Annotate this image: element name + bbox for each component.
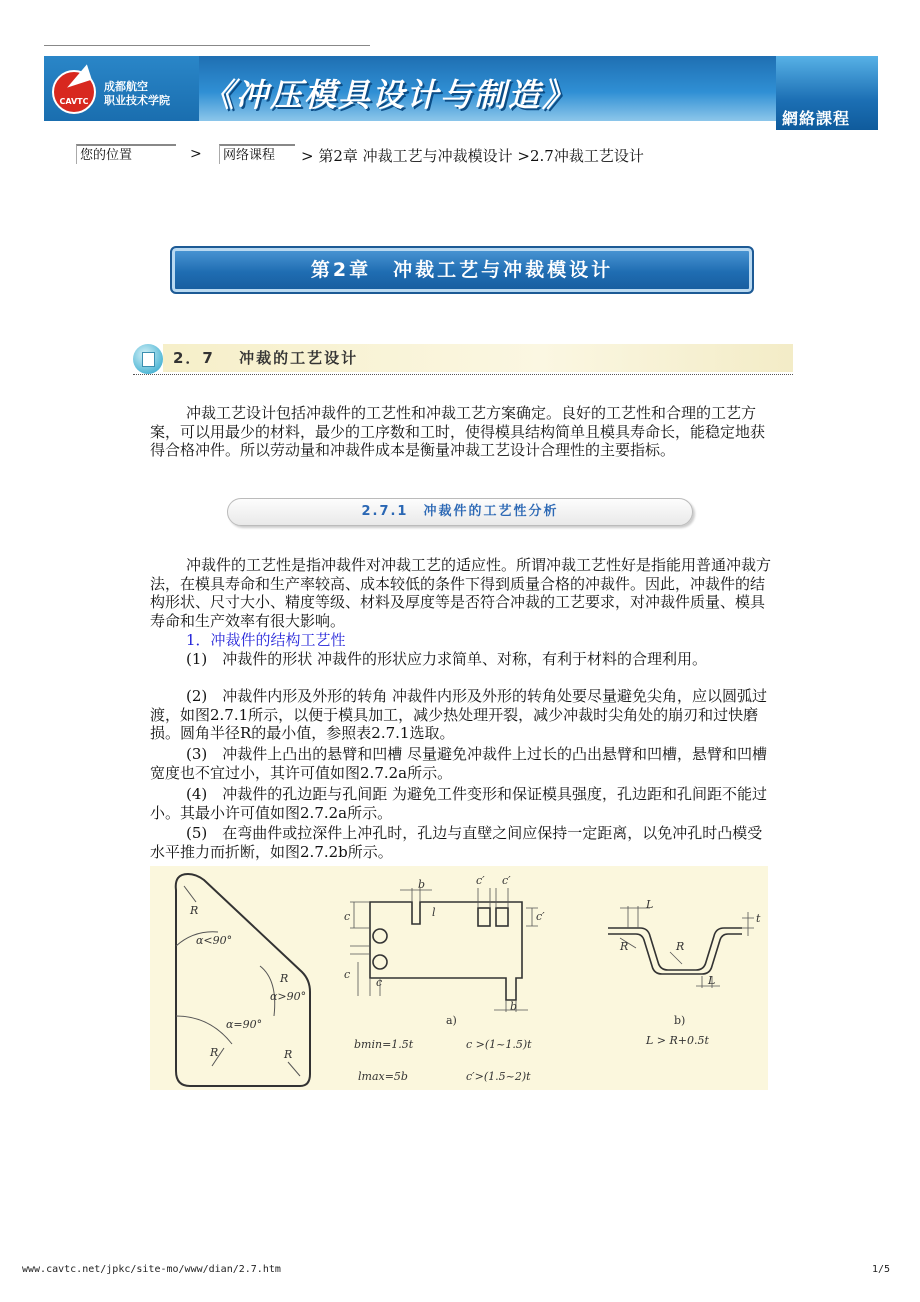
- top-rule: [44, 45, 370, 46]
- breadcrumb-network-course-link[interactable]: 网络课程: [219, 144, 295, 164]
- fig-right-l-bottom: L: [708, 974, 716, 987]
- footer-url: www.cavtc.net/jpkc/site-mo/www/dian/2.7.htm: [22, 1264, 281, 1275]
- fig-mid-c-prime-2: c′: [502, 874, 511, 887]
- fig-mid-b-top: b: [418, 878, 426, 891]
- item-cantilever: (3) 冲裁件上凸出的悬臂和凹槽 尽量避免冲裁件上过长的凸出悬臂和凹槽，悬臂和凹槽宽度也不宜过小，其许可值如图2.7.2a所示。: [150, 745, 768, 782]
- section-number: 2．7: [173, 349, 215, 367]
- body-paragraph-1: 冲裁件的工艺性是指冲裁件对冲裁工艺的适应性。所谓冲裁工艺性好是指能用普通冲裁方法，在模具寿命和生产率较高、成本较低的条件下得到质量合格的冲裁件。因此，冲裁件的结构形状、尺寸大小、精度等级、材料及厚度等是否符合冲裁的工艺要求，对冲裁件质量、模具寿命和生产效率有很大影响。: [150, 556, 772, 630]
- fig-left-alpha-lt: α<90°: [196, 934, 233, 947]
- fig-left-r-bottom: R: [210, 1046, 219, 1059]
- section-title: 冲裁的工艺设计: [239, 349, 359, 367]
- fig-right-r-left: R: [620, 940, 629, 953]
- middle-part-dimension-lines: [350, 888, 538, 1012]
- course-title: 《冲压模具设计与制造》: [202, 76, 577, 114]
- item-corners: (2) 冲裁件内形及外形的转角 冲裁件内形及外形的转角处要尽量避免尖角，应以圆弧过渡，如图2.7.1所示，以便于模具加工，减少热处理开裂，减少冲裁时尖角处的崩刃和过快磨损。圆角半径R的最小值，参照表2.7.1选取。: [150, 687, 768, 742]
- fig-right-t-mark: t: [756, 912, 761, 925]
- fig-mid-c-prime-side: c′: [536, 910, 545, 923]
- subsection-number: 2.7.1: [361, 504, 409, 519]
- fig-mid-c-bottom2: c: [376, 976, 383, 989]
- subsection-title: 冲裁件的工艺性分析: [423, 504, 559, 519]
- intro-paragraph: 冲裁工艺设计包括冲裁件的工艺性和冲裁工艺方案确定。良好的工艺性和合理的工艺方案，可以用最少的材料，最少的工序数和工时，使得模具结构简单且模具寿命长，能稳定地获得合格冲件。所以劳动量和冲裁件成本是衡量冲裁工艺设计合理性的主要指标。: [150, 404, 766, 459]
- fig-right-caption: b): [674, 1014, 686, 1027]
- breadcrumb-location: 您的位置: [76, 144, 176, 164]
- school-name-line2: 职业技术学院: [104, 94, 170, 107]
- section-heading-text: [173, 347, 358, 368]
- fig-mid-note-lmax: lmax=5b: [358, 1070, 408, 1083]
- fig-left-alpha-eq: α=90°: [226, 1018, 263, 1031]
- school-name: [104, 80, 170, 108]
- fig-left-r-top: R: [190, 904, 199, 917]
- fig-mid-b-bottom: b: [510, 1000, 518, 1013]
- subsection-heading: [227, 498, 693, 526]
- structure-heading: 1．冲裁件的结构工艺性: [186, 631, 346, 649]
- fig-mid-note-c-prime: c′>(1.5~2)t: [466, 1070, 531, 1083]
- breadcrumb-separator: >: [190, 146, 202, 162]
- section-heading: [133, 344, 793, 375]
- item-hole-distance: (4) 冲裁件的孔边距与孔间距 为避免工件变形和保证模具强度，孔边距和孔间距不能过小。其最小许可值如图2.7.2a所示。: [150, 785, 768, 822]
- figure-2-7-1-2-7-2: [150, 866, 768, 1090]
- school-logo-area: [44, 56, 199, 121]
- header-banner: [44, 56, 878, 130]
- fig-mid-note-c: c >(1~1.5)t: [466, 1038, 532, 1051]
- fig-mid-l-mark: l: [432, 906, 436, 919]
- fig-left-alpha-gt: α>90°: [270, 990, 307, 1003]
- fig-right-r-mid: R: [676, 940, 685, 953]
- fig-mid-c-left: c: [344, 910, 351, 923]
- school-name-line1: 成都航空: [104, 80, 148, 93]
- net-course-label: 網絡課程: [782, 109, 851, 128]
- fig-mid-note-bmin: bmin=1.5t: [354, 1038, 414, 1051]
- breadcrumb-path: > 第2章 冲裁工艺与冲裁模设计 >2.7冲裁工艺设计: [301, 147, 644, 165]
- fig-mid-c-prime-1: c′: [476, 874, 485, 887]
- figure-drawing: [150, 866, 768, 1090]
- item-bent-part-hole: (5) 在弯曲件或拉深件上冲孔时，孔边与直壁之间应保持一定距离，以免冲孔时凸模受水平推力而折断，如图2.7.2b所示。: [150, 824, 763, 861]
- logo-text: CAVTC: [59, 97, 89, 106]
- footer-page-number: 1/5: [872, 1264, 891, 1275]
- fig-right-note: L > R+0.5t: [646, 1034, 709, 1047]
- fig-right-l-top: L: [646, 898, 654, 911]
- fig-left-r-bottom-right: R: [284, 1048, 293, 1061]
- item-shape: (1) 冲裁件的形状 冲裁件的形状应力求简单、对称，有利于材料的合理利用。: [186, 650, 708, 668]
- right-part-dimension-lines: [620, 906, 754, 988]
- middle-part-outline: [370, 902, 522, 1000]
- fig-left-r-right: R: [280, 972, 289, 985]
- note-icon: [133, 344, 163, 374]
- fig-mid-caption: a): [446, 1014, 457, 1027]
- fig-mid-c-bottom1: c: [344, 968, 351, 981]
- chapter-title: 第2章 冲裁工艺与冲裁模设计: [170, 246, 754, 294]
